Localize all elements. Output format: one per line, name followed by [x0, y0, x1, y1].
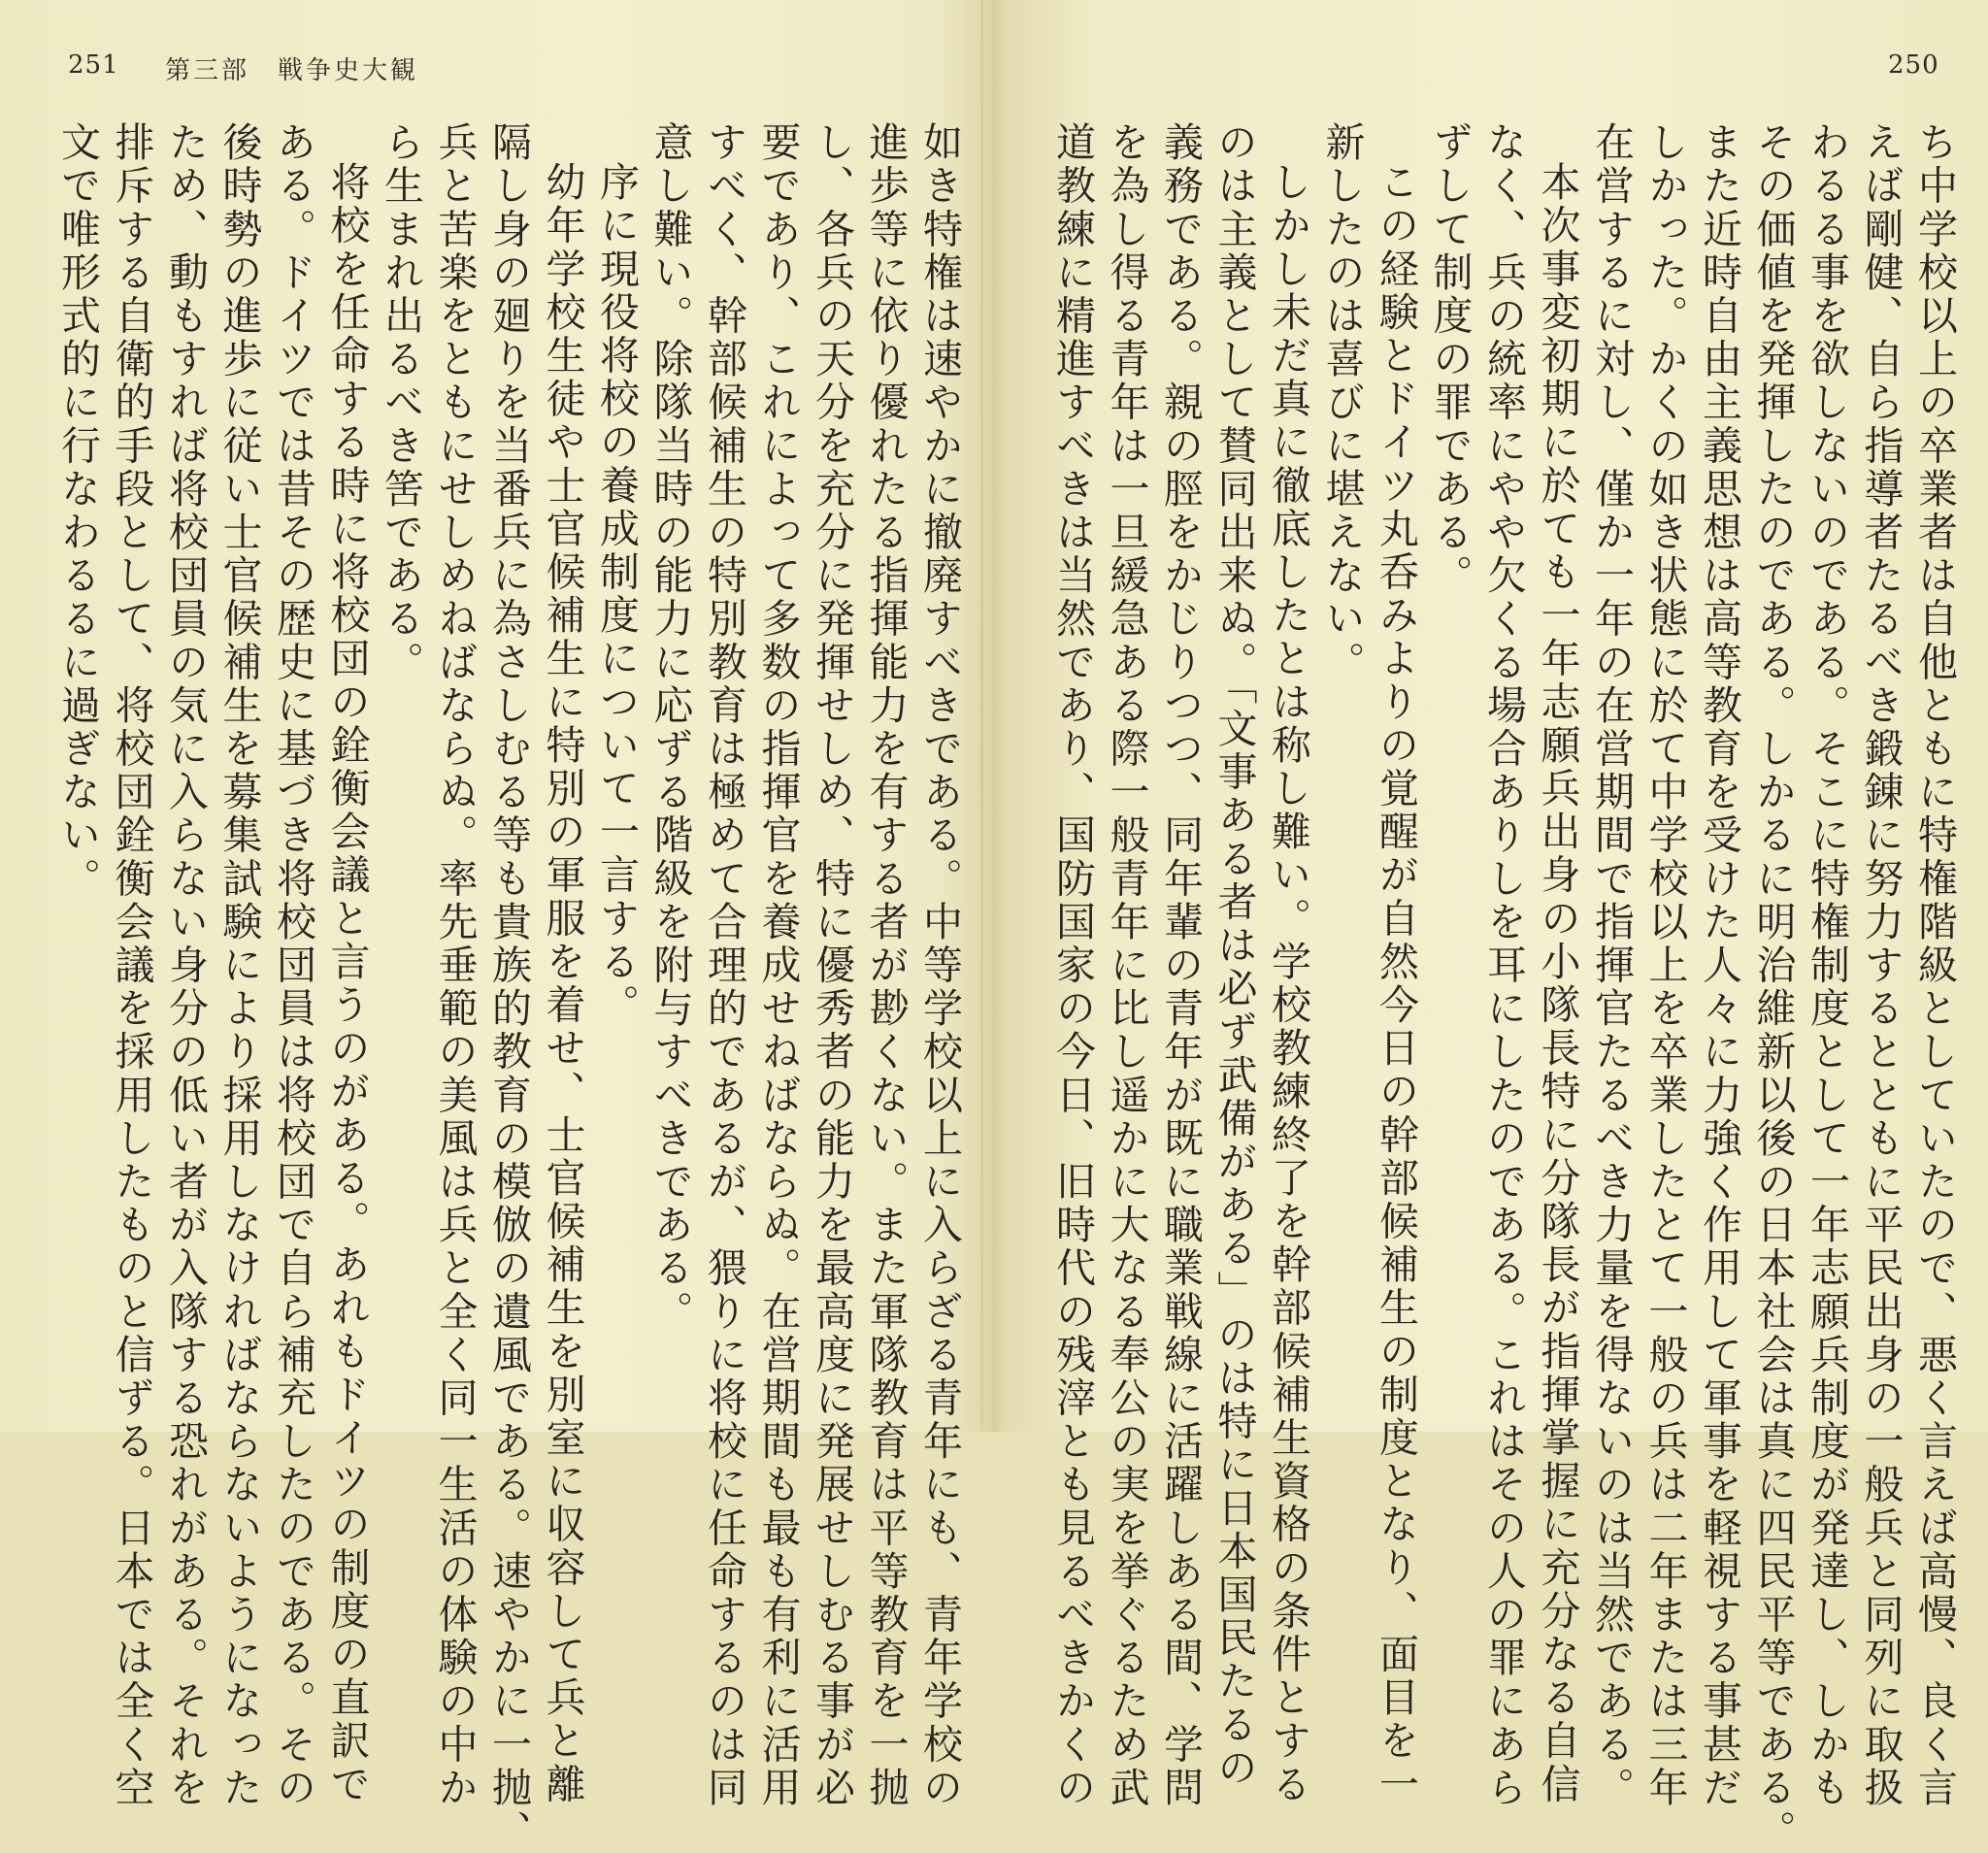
- text-line: その価値を発揮したのである。しかるに明治維新以後の日本社会は真に四民平等である。: [1749, 121, 1797, 1853]
- text-line: ら生まれ出るべき筈である。: [378, 121, 424, 684]
- text-line: しかし未だ真に徹底したとは称し難い。学校教練終了を幹部候補生資格の条件とする: [1265, 161, 1311, 1806]
- text-line: 隔し身の廻りを当番兵に為さしむる等も貴族的教育の模倣の遺風である。速やかに一抛、: [485, 121, 532, 1853]
- text-line: ため、動もすれば将校団員の気に入らない身分の低い者が入隊する恐れがある。それを: [162, 121, 209, 1810]
- text-line: えば剛健、自ら指導者たるべき鍛錬に努力するとともに平民出身の一般兵と同列に取扱: [1857, 121, 1905, 1810]
- text-line: この経験とドイツ丸呑みよりの覚醒が自然今日の幹部候補生の制度となり、面目を一: [1373, 161, 1419, 1806]
- text-line: わるる事を欲しないのである。そこに特権制度として一年志願兵制度が発達し、しかも: [1804, 121, 1850, 1810]
- left-page-text: [54, 121, 966, 1853]
- text-line: し、各兵の天分を充分に発揮せしめ、特に優秀者の能力を最高度に発展せしむる事が必: [809, 121, 855, 1810]
- right-page: [983, 0, 1988, 1853]
- text-line: しかった。かくの如き状態に於て中学校以上を卒業したとて一般の兵は二年または三年: [1641, 121, 1689, 1810]
- text-line: なく、兵の統率にやや欠くる場合ありしを耳にしたのである。これはその人の罪にあら: [1480, 121, 1527, 1810]
- text-line: 本次事変初期に於ても一年志願兵出身の小隊長特に分隊長が指揮掌握に充分なる自信: [1534, 161, 1581, 1806]
- text-line: 排斥する自衛的手段として、将校団銓衡会議を採用したものと信ずる。日本では全く空: [108, 121, 155, 1810]
- left-page: [0, 0, 980, 1853]
- text-line: 道教練に精進すべきは当然であり、国防国家の今日、旧時代の残滓とも見るべきかくの: [1049, 121, 1096, 1810]
- text-line: 要であり、これによって多数の指揮官を養成せねばならぬ。在営期間も最も有利に活用: [754, 121, 802, 1810]
- text-line: すべく、幹部候補生の特別教育は極めて合理的であるが、猥りに将校に任命するのは同: [701, 121, 747, 1810]
- text-line: を為し得る青年は一旦緩急ある際一般青年に比し遥かに大なる奉公の実を挙ぐるため武: [1103, 121, 1150, 1810]
- text-line: 後時勢の進歩に従い士官候補生を募集試験により採用しなければならないようになった: [215, 121, 263, 1810]
- page-number-right: 250: [1888, 50, 1939, 80]
- text-line: ち中学校以上の卒業者は自他ともに特権階級としていたので、悪く言えば高慢、良く言: [1911, 121, 1958, 1810]
- text-line: また近時自由主義思想は高等教育を受けた人々に力強く作用して軍事を軽視する事甚だ: [1696, 121, 1742, 1810]
- text-line: 幼年学校生徒や士官候補生に特別の軍服を着せ、士官候補生を別室に収容して兵と離: [539, 161, 586, 1806]
- text-line: 文で唯形式的に行なわるるに過ぎない。: [54, 121, 101, 901]
- text-line: 意し難い。除隊当時の能力に応ずる階級を附与すべきである。: [646, 121, 694, 1334]
- text-line: 新したのは喜びに堪えない。: [1318, 121, 1366, 684]
- text-line: のは主義として賛同出来ぬ。「文事ある者は必ず武備がある」のは特に日本国民たるの: [1210, 121, 1258, 1790]
- page-number-left: 251: [68, 50, 119, 80]
- text-line: 進歩等に依り優れたる指揮能力を有する者が尠くない。また軍隊教育は平等教育を一抛: [862, 121, 910, 1810]
- text-line: 兵と苦楽をともにせしめねばならぬ。率先垂範の美風は兵と全く同一生活の体験の中か: [431, 121, 479, 1810]
- text-line: 将校を任命する時に将校団の銓衡会議と言うのがある。あれもドイツの制度の直訳で: [323, 161, 371, 1806]
- text-line: 序に現役将校の養成制度について一言する。: [593, 161, 640, 1027]
- text-line: ずして制度の罪である。: [1426, 121, 1474, 598]
- text-line: 如き特権は速やかに撤廃すべきである。中等学校以上に入らざる青年にも、青年学校の: [916, 121, 963, 1810]
- text-line: 義務である。親の脛をかじりつつ、同年輩の青年が既に職業戦線に活躍しある間、学問: [1157, 121, 1204, 1810]
- text-line: 在営するに対し、僅か一年の在営期間で指揮官たるべき力量を得ないのは当然である。: [1588, 121, 1635, 1810]
- text-line: ある。ドイツでは昔その歴史に基づき将校団員は将校団で自ら補充したのである。その: [270, 121, 316, 1810]
- right-page-text: [1049, 121, 1961, 1853]
- chapter-title: 第三部 戦争史大観: [165, 56, 419, 85]
